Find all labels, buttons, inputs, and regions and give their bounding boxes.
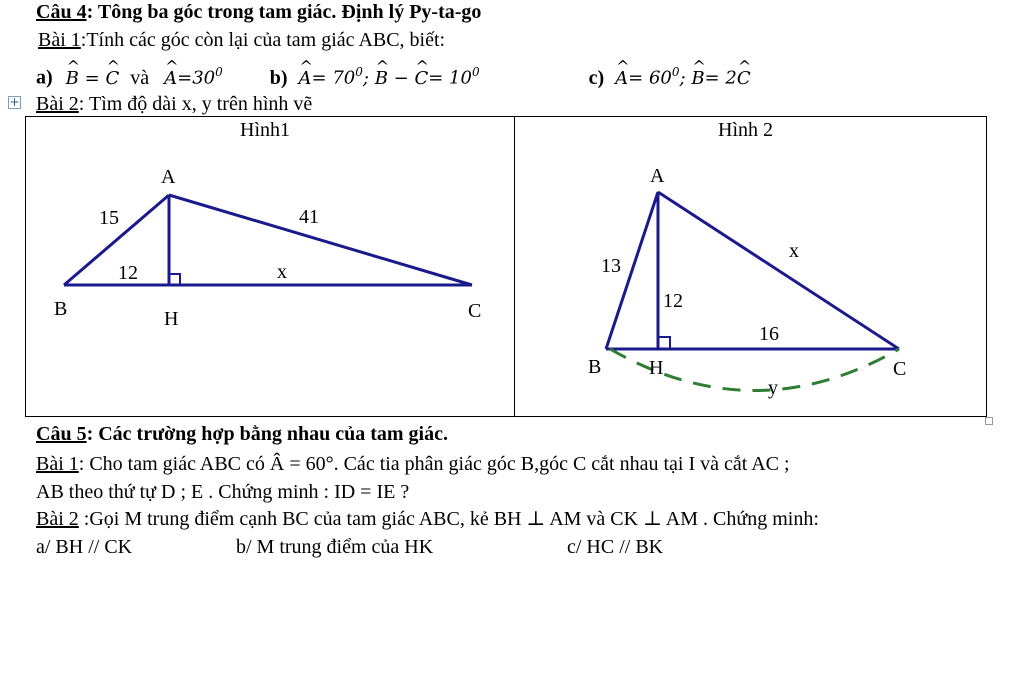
fig1-label-c: C (468, 300, 482, 322)
item-b-label: b) (269, 66, 288, 89)
fig1-right-angle-icon (169, 274, 180, 285)
item-b-val2: = 10 (428, 67, 472, 89)
fig2-len-bc: y (768, 377, 778, 399)
fig2-caption: Hình 2 (718, 119, 773, 141)
item-a-angle: ^ A (164, 68, 177, 89)
q5-bai2-text: :Gọi M trung điểm cạnh BC của tam giác ABC, kẻ BH ⊥ AM và CK ⊥ AM . Chứng minh: (78, 508, 819, 530)
fig1-len-ah: 12 (118, 262, 138, 284)
q5-bai2 (36, 507, 819, 531)
fig2-label-a: A (650, 165, 665, 187)
q5-title: : Các trường hợp bằng nhau của tam giác. (86, 423, 448, 445)
q5-part-b: b/ M trung điểm của HK (236, 536, 434, 558)
fig1-diagram (26, 117, 514, 416)
q5-bai1-line2: AB theo thứ tự D ; E . Chứng minh : ID = IE ? (36, 481, 410, 503)
q5-part-a: a/ BH // CK (36, 536, 133, 558)
item-c-angle-b: ; ^ B (680, 68, 705, 89)
item-b-sup1: 0 (355, 65, 363, 79)
item-c-angle-c: ^ C (737, 68, 751, 89)
fig2-len-hc: 16 (759, 323, 779, 345)
q4-title: : Tông ba góc trong tam giác. Định lý Py-ta-go (86, 1, 482, 23)
item-a-math: ^ B = ^ C (66, 68, 120, 89)
item-c-val1: = 60 (628, 67, 672, 89)
item-c-sup1: 0 (671, 65, 680, 79)
fig1-len-ac: 41 (299, 206, 319, 228)
fig1-len-ab: 15 (99, 207, 119, 229)
fig2-len-ah: 12 (663, 290, 683, 312)
item-c-val2: = 2 (704, 67, 737, 89)
q5-part-c: c/ HC // BK (567, 536, 664, 558)
fig2-diagram (515, 117, 986, 416)
item-a-sup: 0 (215, 65, 223, 79)
item-a-conj: và (130, 66, 150, 89)
fig2-len-ac: x (789, 240, 799, 262)
q4-bai1-text: :Tính các góc còn lại của tam giác ABC, biết: (80, 29, 446, 51)
table-expand-icon[interactable]: + (9, 95, 20, 109)
q4-bai2 (36, 92, 312, 116)
q5-bai1-text: : Cho tam giác ABC có Â = 60°. Các tia phân giác góc B,góc C cắt nhau tại I và cắt AC ; (78, 453, 790, 475)
fig1-len-hc: x (277, 261, 287, 283)
fig1-caption: Hình1 (240, 119, 290, 141)
fig1-label-a: A (161, 166, 176, 188)
item-b-sup2: 0 (471, 65, 480, 79)
item-b-angle-a: ^ A (299, 68, 312, 89)
fig2-label-c: C (893, 358, 907, 380)
q5-bai1 (36, 452, 790, 476)
item-c-angle-a: ^ A (615, 68, 628, 89)
fig2-right-angle-icon (658, 337, 670, 349)
fig1-label-h: H (164, 308, 179, 330)
q5-label: Câu 5 (36, 423, 87, 445)
item-a-label: a) (36, 66, 53, 89)
item-a-val: =30 (177, 67, 216, 89)
fig2-label-b: B (588, 356, 602, 378)
table-resize-handle[interactable] (985, 417, 993, 425)
figures-table (25, 116, 987, 417)
fig1-label-b: B (54, 298, 68, 320)
q4-bai1-label: Bài 1 (38, 29, 81, 51)
item-c-label: c) (588, 66, 605, 89)
q5-heading (36, 422, 448, 446)
q4-bai2-text: : Tìm độ dài x, y trên hình vẽ (78, 93, 313, 115)
q5-bai1-label: Bài 1 (36, 453, 79, 475)
fig2-len-ab: 13 (601, 255, 621, 277)
item-b-diff: ; ^ B − ^ C (363, 68, 428, 89)
q4-label: Câu 4 (36, 1, 87, 23)
item-b-val1: = 70 (311, 67, 356, 89)
fig2-label-h: H (649, 357, 664, 379)
q4-heading (36, 0, 481, 24)
fig1-side-ac (169, 195, 472, 285)
q5-bai2-label: Bài 2 (36, 508, 79, 530)
q4-bai2-label: Bài 2 (36, 93, 79, 115)
q4-bai1 (38, 28, 445, 52)
q4-items (36, 60, 751, 91)
